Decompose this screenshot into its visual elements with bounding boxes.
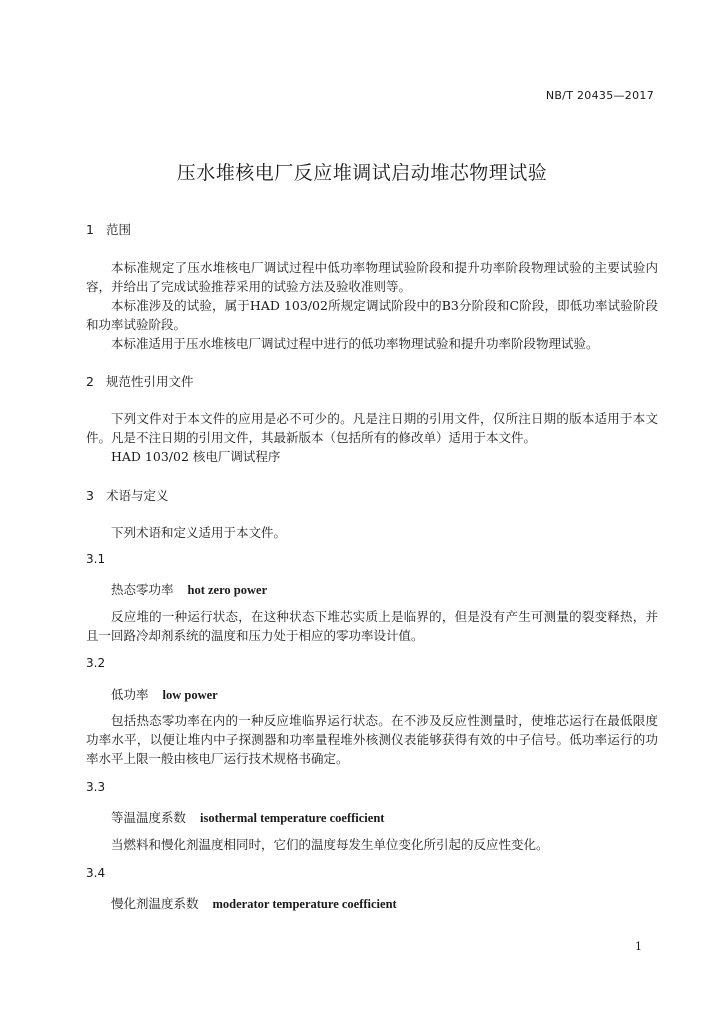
term-definition: 反应堆的一种运行状态，在这种状态下堆芯实质上是临界的，但是没有产生可测量的裂变释热，并且一回路冷却剂系统的温度和压力处于相应的零功率设计值。 <box>86 609 658 643</box>
section-3-intro: 下列术语和定义适用于本文件。 <box>111 525 287 540</box>
term-english: isothermal temperature coefficient <box>200 811 385 825</box>
term-entry <box>111 894 397 912</box>
term-number: 3.1 <box>86 552 106 566</box>
section-number: 1 <box>86 222 94 237</box>
term-entry <box>111 685 218 703</box>
page-number: 1 <box>635 940 642 953</box>
term-chinese: 低功率 <box>111 687 149 702</box>
term-chinese: 等温温度系数 <box>111 810 187 825</box>
section-2-heading <box>86 372 194 390</box>
term-definition: 包括热态零功率在内的一种反应堆临界运行状态。在不涉及反应性测量时，使堆芯运行在最低限度功率水平，以便让堆内中子探测器和功率量程堆外核测仪表能够获得有效的中子信号。低功率运行的功率水平上限一般由核电厂运行技术规格书确定。 <box>86 713 658 766</box>
section-title: 术语与定义 <box>106 488 169 503</box>
section-1-paragraph-1: 本标准规定了压水堆核电厂调试过程中低功率物理试验阶段和提升功率阶段物理试验的主要试验内容，并给出了完成试验推荐采用的试验方法及验收准则等。 <box>86 260 658 294</box>
term-english: hot zero power <box>187 583 268 597</box>
section-1-heading <box>86 220 131 238</box>
standard-number: NB/T 20435—2017 <box>545 89 654 102</box>
section-1-paragraph-2: 本标准涉及的试验，属于HAD 103/02所规定调试阶段中的B3分阶段和C阶段，即低功率试验阶段和功率试验阶段。 <box>86 298 658 332</box>
section-2-paragraph-1: 下列文件对于本文件的应用是必不可少的。凡是注日期的引用文件，仅所注日期的版本适用于本文件。凡是不注日期的引用文件，其最新版本（包括所有的修改单）适用于本文件。 <box>86 411 658 445</box>
section-1-paragraph-3: 本标准适用于压水堆核电厂调试过程中进行的低功率物理试验和提升功率阶段物理试验。 <box>111 336 599 351</box>
section-title: 范围 <box>106 222 132 237</box>
normative-reference: HAD 103/02 核电厂调试程序 <box>111 449 281 464</box>
document-title: 压水堆核电厂反应堆调试启动堆芯物理试验 <box>176 162 548 184</box>
section-number: 2 <box>86 374 94 389</box>
term-number: 3.2 <box>86 656 106 670</box>
section-3-heading <box>86 486 169 504</box>
term-chinese: 热态零功率 <box>111 582 174 597</box>
term-entry <box>111 580 267 598</box>
term-chinese: 慢化剂温度系数 <box>111 896 199 911</box>
term-entry <box>111 808 384 826</box>
term-number: 3.4 <box>86 866 106 880</box>
term-english: moderator temperature coefficient <box>212 897 397 911</box>
section-number: 3 <box>86 488 94 503</box>
term-english: low power <box>162 688 218 702</box>
section-title: 规范性引用文件 <box>106 374 194 389</box>
term-number: 3.3 <box>86 780 106 794</box>
term-definition: 当燃料和慢化剂温度相同时，它们的温度每发生单位变化所引起的反应性变化。 <box>111 837 549 852</box>
